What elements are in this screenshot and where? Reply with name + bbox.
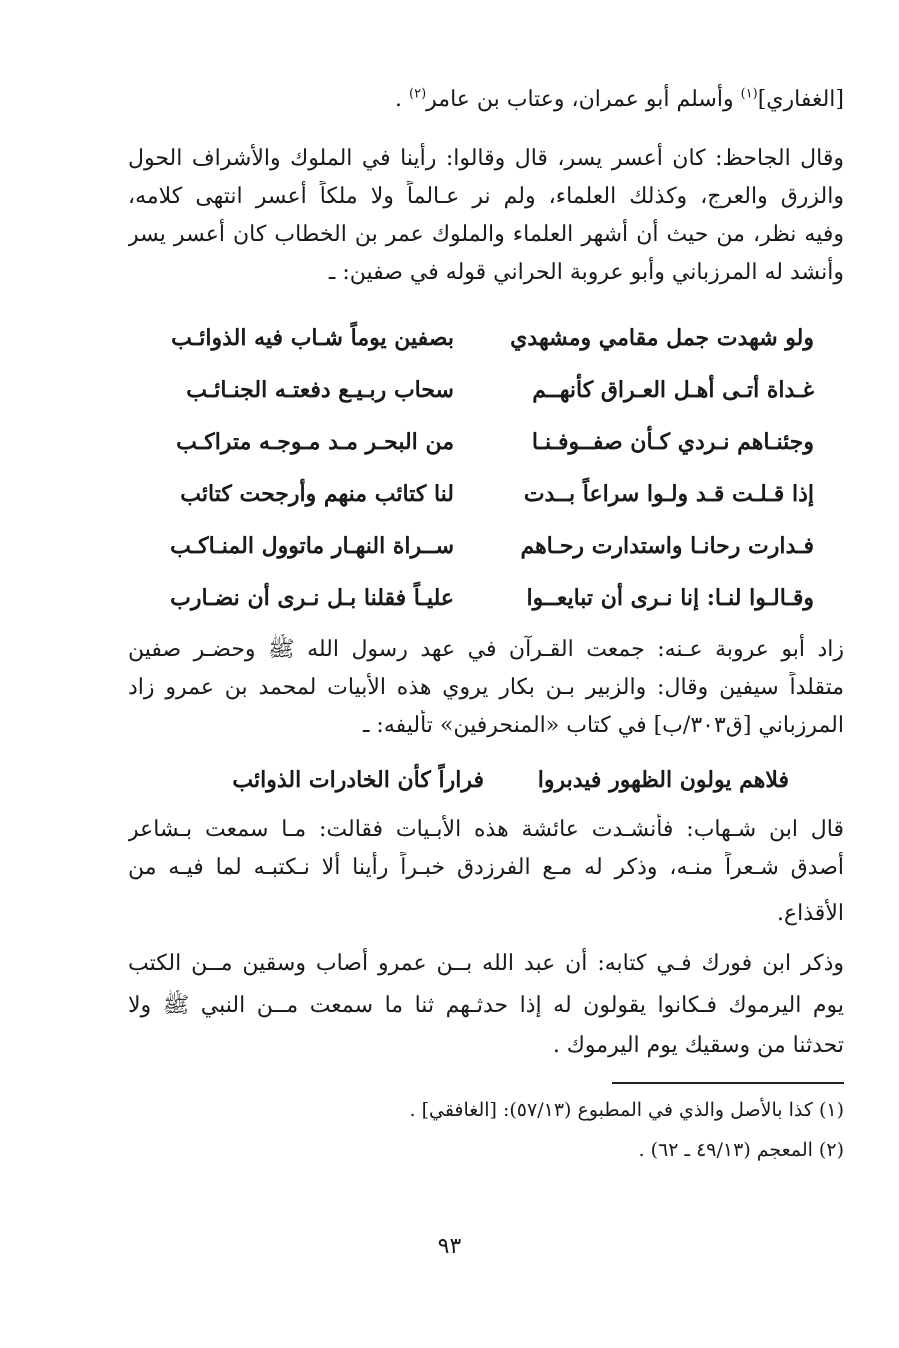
verse-first-hemistich: ولو شهدت جمل مقامي ومشهدي (510, 325, 814, 351)
verse-second-hemistich: لنا كتائب منهم وأرجحت كتائب (180, 481, 454, 507)
paragraph-line: قال ابن شـهاب: فأنشـدت عائشة هذه الأبـيات فقالت: مـا سمعت بـشاعر (128, 817, 844, 842)
paragraph-line: وأنشد له المرزباني وأبو عروبة الحراني قوله في صفين: ـ (328, 260, 844, 285)
footnote-marker-2: (٢) (409, 86, 427, 102)
page-number: ٩٣ (437, 1234, 462, 1259)
paragraph-line: أصدق شـعراً منـه، وذكر له مـع الفرزدق خبـراً رأينا ألا نـكتبـه لما فيـه من (128, 855, 844, 880)
poem-verse (128, 372, 844, 408)
verse-second-hemistich: ســراة النهـار ماتوول المنـاكـب (170, 533, 454, 559)
footnote-separator (612, 1082, 844, 1084)
poem-verse (128, 320, 844, 356)
poem-verse (128, 424, 844, 460)
verse-second-hemistich: عليـاً فقلنا بـل نـرى أن نضـارب (170, 585, 454, 611)
verse-second-hemistich: فراراً كأن الخادرات الذوائب (232, 767, 484, 793)
poem-verse (128, 476, 844, 512)
paragraph-line: وقال الجاحظ: كان أعسر يسر، قال وقالوا: رأينا في الملوك والأشراف الحول (128, 146, 844, 171)
footnote: (١) كذا بالأصل والذي في المطبوع (٥٧/١٣): [الغافقي] . (409, 1099, 844, 1121)
verse-first-hemistich: فـدارت رحانـا واستدارت رحـاهم (520, 533, 814, 559)
footnote: (٢) المعجم (٤٩/١٣ ـ ٦٢) . (638, 1139, 844, 1161)
verse-first-hemistich: فلاهم يولون الظهور فيدبروا (537, 767, 789, 793)
paragraph-line: زاد أبو عروبة عـنه: جمعت القـرآن في عهد رسول الله ﷺ وحضـر صفين (128, 637, 844, 662)
paragraph-line: والزرق والعرج، وكذلك العلماء، ولم نر عـالماً ولا ملكاً أعسر انتهى كلامه، (128, 184, 844, 209)
verse-second-hemistich: سحاب ربـيـع دفعتـه الجنـائـب (186, 377, 454, 403)
verse-first-hemistich: وقـالـوا لنـا: إنا نـرى أن تبايعــوا (526, 585, 814, 611)
footnote-marker-1: (١) (740, 86, 758, 102)
verse-first-hemistich: وجئنـاهم نـردي كـأن صفــوفـنـا (531, 429, 814, 455)
intro-text-a: [الغفاري] (757, 87, 844, 112)
book-page (128, 70, 844, 1310)
paragraph-line: الأقذاع. (777, 901, 844, 926)
intro-text-c: . (395, 87, 409, 112)
paragraph-line: تحدثنا من وسقيك يوم اليرموك . (552, 1033, 844, 1058)
intro-line (128, 84, 844, 116)
paragraph-line: يوم اليرموك فـكانوا يقولون له إذا حدثـهم ثنا ما سمعت مــن النبي ﷺ ولا (128, 993, 844, 1018)
verse-second-hemistich: من البحـر مـد مـوجـه متراكـب (176, 429, 454, 455)
paragraph-line: وفيه نظر، من حيث أن أشهر العلماء والملوك عمر بن الخطاب كان أعسر يسر (128, 222, 844, 247)
verse-first-hemistich: إذا قـلـت قـد ولـوا سراعاً بــدت (523, 481, 814, 507)
poem-verse (128, 580, 844, 616)
paragraph-line: وذكر ابن فورك فـي كتابه: أن عبد الله بــن عمرو أصاب وسقين مــن الكتب (128, 951, 844, 976)
intro-text-b: وأسلم أبو عمران، وعتاب بن عامر (426, 87, 741, 112)
paragraph-line: المرزباني [ق٣٠٣/ب] في كتاب «المنحرفين» تأليفه: ـ (362, 713, 844, 738)
paragraph-line: متقلداً سيفين وقال: والزبير بـن بكار يروي هذه الأبيات لمحمد بن عمرو زاد (128, 675, 844, 700)
verse-first-hemistich: غـداة أتـى أهـل العـراق كأنهــم (532, 377, 814, 403)
quoted-verse (128, 762, 844, 798)
verse-second-hemistich: بصفين يوماً شـاب فيه الذوائـب (171, 325, 454, 351)
poem-verse (128, 528, 844, 564)
